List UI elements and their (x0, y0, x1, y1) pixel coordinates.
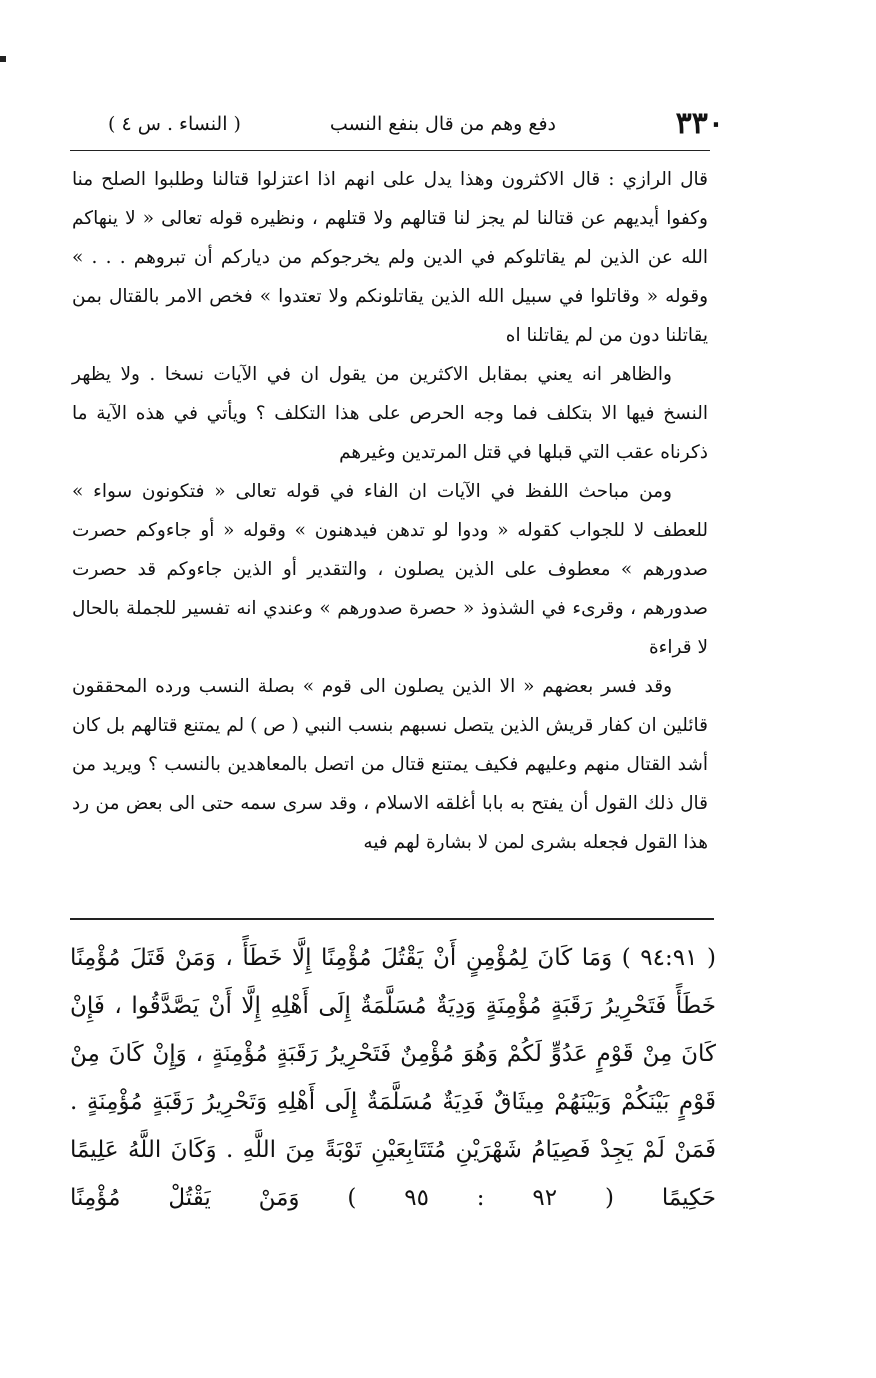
page-header (108, 104, 724, 144)
header-rule (70, 150, 710, 151)
commentary-paragraph-3: ومن مباحث اللفظ في الآيات ان الفاء في قوله تعالى « فتكونون سواء » للعطف لا للجواب كقوله « ودوا لو تدهن فيدهنون » وقوله « أو جاءوكم حصرت صدورهم » معطوف على الذين يصلون ، والتقدير أو الذين جاءوكم قد حصرت صدورهم ، وقرىء في الشذوذ « حصرة صدورهم » وعندي انه تفسير للجملة بالحال لا قراءة (72, 481, 708, 658)
running-title: دفع وهم من قال بنفع النسب (329, 113, 556, 135)
section-divider (70, 918, 714, 920)
quran-verses: ( ٩٤:٩١ ) وَمَا كَانَ لِمُؤْمِنٍ أَنْ يَقْتُلَ مُؤْمِنًا إِلَّا خَطَأً ، وَمَنْ قَتَلَ مُؤْمِنًا خَطَأً فَتَحْرِيرُ رَقَبَةٍ مُؤْمِنَةٍ وَدِيَةٌ مُسَلَّمَةٌ إِلَى أَهْلِهِ إِلَّا أَنْ يَصَّدَّقُوا ، فَإِنْ كَانَ مِنْ قَوْمٍ عَدُوٍّ لَكُمْ وَهُوَ مُؤْمِنٌ فَتَحْرِيرُ رَقَبَةٍ مُؤْمِنَةٍ ، وَإِنْ كَانَ مِنْ قَوْمٍ بَيْنَكُمْ وَبَيْنَهُمْ مِيثَاقٌ فَدِيَةٌ مُسَلَّمَةٌ إِلَى أَهْلِهِ وَتَحْرِيرُ رَقَبَةٍ مُؤْمِنَةٍ . فَمَنْ لَمْ يَجِدْ فَصِيَامُ شَهْرَيْنِ مُتَتَابِعَيْنِ تَوْبَةً مِنَ اللَّهِ . وَكَانَ اللَّهُ عَلِيمًا حَكِيمًا ( ٩٢ : ٩٥ ) وَمَنْ يَقْتُلْ مُؤْمِنًا (70, 945, 716, 1211)
commentary-paragraph-1: قال الرازي : قال الاكثرون وهذا يدل على انهم اذا اعتزلوا قتالنا وطلبوا الصلح منا وكفوا أيديهم عن قتالنا لم يجز لنا قتالهم ولا قتلهم ، ونظيره قوله تعالى « لا ينهاكم الله عن الذين لم يقاتلوكم في الدين ولم يخرجوكم من دياركم أن تبروهم . . . » وقوله « وقاتلوا في سبيل الله الذين يقاتلونكم ولا تعتدوا » فخص الامر بالقتال بمن يقاتلنا دون من لم يقاتلنا اه (72, 169, 708, 346)
scan-edge-mark (0, 56, 6, 62)
surah-reference: ( النساء . س ٤ ) (108, 113, 241, 135)
quran-verses-block (70, 934, 716, 1222)
page-number: ٣٣٠ (675, 106, 724, 141)
commentary-block (72, 160, 708, 862)
commentary-paragraph-2: والظاهر انه يعني بمقابل الاكثرين من يقول ان في الآيات نسخا . ولا يظهر النسخ فيها الا بتكلف فما وجه الحرص على هذا التكلف ؟ ويأتي في هذه الآية ما ذكرناه عقب التي قبلها في قتل المرتدين وغيرهم (72, 364, 708, 463)
commentary-paragraph-4: وقد فسر بعضهم « الا الذين يصلون الى قوم » بصلة النسب ورده المحققون قائلين ان كفار قريش الذين يتصل نسبهم بنسب النبي ( ص ) لم يمتنع قتالهم بل كان أشد القتال منهم وعليهم فكيف يمتنع قتال من اتصل بالمعاهدين بالنسب ؟ ويريد من قال ذلك القول أن يفتح به بابا أغلقه الاسلام ، وقد سرى سمه حتى الى بعض من رد هذا القول فجعله بشرى لمن لا بشارة لهم فيه (72, 676, 708, 853)
